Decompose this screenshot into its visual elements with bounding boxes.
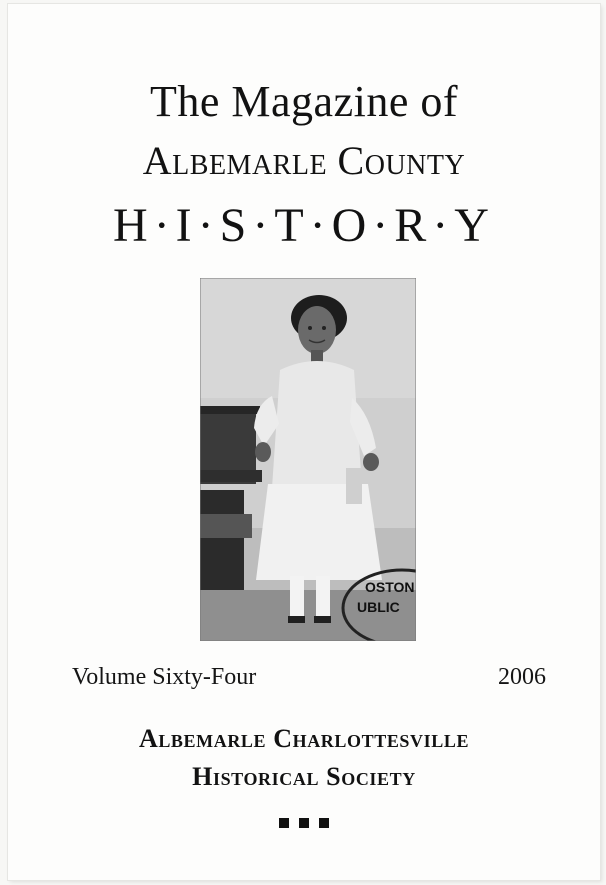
bottom-ornament: [8, 818, 600, 828]
cover-title-line-2: Albemarle County: [142, 138, 466, 183]
year-label: 2006: [498, 664, 546, 690]
cover-photo: [200, 278, 416, 641]
cover-title-line-3: H·I·S·T·O·R·Y: [113, 199, 495, 252]
ornament-square-icon: [279, 818, 289, 828]
stamp-text-line-1: OSTON: [365, 579, 415, 595]
publisher-line-2: Historical Society: [192, 762, 416, 791]
stamp-text-line-2: UBLIC: [357, 599, 400, 615]
ornament-square-icon: [319, 818, 329, 828]
volume-label: Volume Sixty-Four: [72, 664, 257, 690]
cover-title-line-1: The Magazine of: [149, 77, 459, 126]
magazine-cover: [8, 4, 600, 880]
portrait-illustration: [200, 278, 416, 641]
dress-skirt: [256, 484, 382, 580]
ornament-square-icon: [299, 818, 309, 828]
publisher-line-1: Albemarle Charlottesville: [138, 724, 470, 753]
face: [298, 306, 336, 354]
